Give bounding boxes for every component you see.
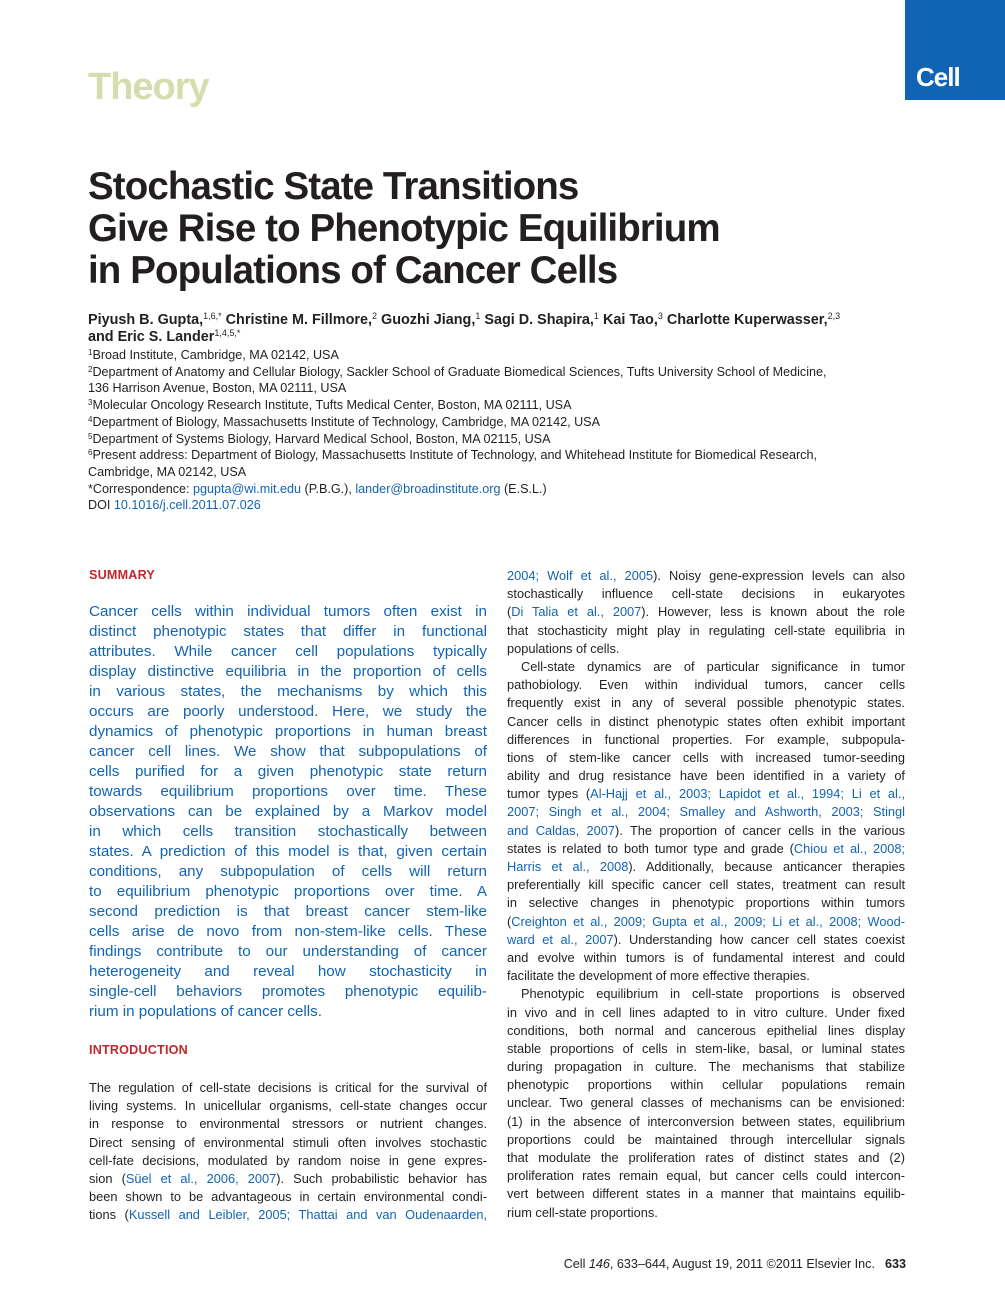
text-line <box>507 622 905 640</box>
citation-link[interactable]: Al-Hajj et al., 2003; Lapidot et al., 1994; Li et al., <box>590 786 905 802</box>
text-segment: populations of cells. <box>507 640 620 656</box>
text-segment: proliferation rates remain equal, but cancer cells could intercon- <box>507 1168 905 1184</box>
text-segment: ). The proportion of cancer cells in the various <box>614 822 905 838</box>
author-name: Charlotte Kuperwasser, <box>666 312 828 328</box>
affiliation-line <box>88 431 908 448</box>
summary-line: findings contribute to our understanding of cancer <box>89 943 487 960</box>
author-line <box>88 329 908 346</box>
summary-line: in which cells transition stochastically between <box>89 823 487 840</box>
text-segment: phenotypic proportions within cellular populations remain <box>507 1077 905 1093</box>
text-line <box>507 1094 905 1112</box>
text-line <box>89 1188 487 1206</box>
text-segment: preferentially kill specific cancer cell states, treatment can result <box>507 877 905 893</box>
title-line: Give Rise to Phenotypic Equilibrium <box>88 207 720 250</box>
summary-line: distinct phenotypic states that differ in functional <box>89 623 487 640</box>
text-line <box>507 967 905 985</box>
text-line <box>507 1113 905 1131</box>
text-segment: differences in functional properties. For example, subpopula- <box>507 731 905 747</box>
affiliation-marker: 3 <box>88 398 93 408</box>
text-line <box>507 731 905 749</box>
journal-logo[interactable] <box>905 0 1005 100</box>
journal-logo-text: Cell <box>916 62 960 92</box>
text-line <box>507 767 905 785</box>
text-line <box>507 749 905 767</box>
text-segment: ). However, less is known about the role <box>641 604 905 620</box>
text-segment: sion ( <box>89 1170 126 1186</box>
text-line <box>89 1152 487 1170</box>
affiliation-line <box>88 364 908 381</box>
affiliation-line <box>88 464 908 481</box>
author-affiliation-marker: 1 <box>475 311 481 321</box>
text-line <box>507 1004 905 1022</box>
text-segment: stable proportions of cells in stem-like, basal, or luminal states <box>507 1040 905 1056</box>
author-list <box>88 312 908 346</box>
author-affiliation-marker: 3 <box>657 311 663 321</box>
affiliation-marker: 1 <box>88 348 93 357</box>
text-segment: states is related to both tumor type and grade ( <box>507 840 794 856</box>
summary-line: attributes. While cancer cell populations typically <box>89 643 487 660</box>
text-segment: ability and drug resistance have been identified in a variety of <box>507 768 905 784</box>
text-segment: unclear. Two general classes of mechanisms can be envisioned: <box>507 1095 905 1111</box>
affiliations <box>88 347 908 514</box>
text-segment: tumor types ( <box>507 786 591 802</box>
affiliation-marker: 2 <box>88 364 93 374</box>
text-line <box>507 785 905 803</box>
text-line <box>507 876 905 894</box>
affiliation-text: Broad Institute, Cambridge, MA 02142, USA <box>92 348 339 362</box>
text-segment: that stochasticity might play in regulating cell-state equilibria in <box>507 622 905 638</box>
summary-line: display distinctive equilibria in the proportion of cells <box>89 663 487 680</box>
text-line <box>507 1204 905 1222</box>
affiliation-text: Department of Anatomy and Cellular Biology, Sackler School of Graduate Biomedical Sciences, Tufts University School of Medicine, <box>92 364 827 379</box>
author-affiliation-marker: 1,6,* <box>203 311 222 321</box>
author-name: Guozhi Jiang, <box>381 312 476 328</box>
text-line <box>507 803 905 821</box>
summary-line: cancer cell lines. We show that subpopulations of <box>89 743 487 760</box>
text-line <box>507 949 905 967</box>
text-line <box>507 1022 905 1040</box>
text-line <box>507 640 905 658</box>
citation-link[interactable]: Kussell and Leibler, 2005; Thattai and van Oudenaarden, <box>128 1207 487 1223</box>
citation-link[interactable]: ward et al., 2007 <box>507 931 614 947</box>
text-line <box>507 913 905 931</box>
summary-line: observations can be explained by a Markov model <box>89 803 487 820</box>
text-line <box>507 858 905 876</box>
text-line <box>507 585 905 603</box>
correspondence-author: (E.S.L.) <box>500 481 547 496</box>
summary-heading: SUMMARY <box>89 568 155 582</box>
text-line <box>507 1058 905 1076</box>
footer-citation: , 633–644, August 19, 2011 ©2011 Elsevier Inc. <box>609 1257 875 1271</box>
summary-line: dynamics of phenotypic proportions in human breast <box>89 723 487 740</box>
author-affiliation-marker: 1 <box>593 311 599 321</box>
text-segment: facilitate the development of more effective therapies. <box>507 968 810 984</box>
affiliation-text: 136 Harrison Avenue, Boston, MA 02111, USA <box>88 381 347 396</box>
page-footer <box>564 1257 906 1271</box>
text-segment: Direct sensing of environmental stimuli often involves stochastic <box>89 1134 487 1150</box>
text-line <box>507 658 905 676</box>
section-label: Theory <box>88 66 209 108</box>
text-segment: ). Noisy gene-expression levels can also <box>653 568 905 583</box>
title-line: in Populations of Cancer Cells <box>88 249 618 292</box>
text-segment: that modulate the proliferation rates of distinct states and (2) <box>507 1150 905 1165</box>
text-line <box>507 603 905 621</box>
text-segment: conditions, both normal and cancerous epithelial lines display <box>507 1022 905 1038</box>
citation-link[interactable]: Süel et al., 2006, 2007 <box>125 1170 277 1186</box>
citation-link[interactable]: Di Talia et al., 2007 <box>511 604 642 620</box>
text-line <box>507 676 905 694</box>
correspondence-email-link[interactable]: lander@broadinstitute.org <box>355 481 501 496</box>
text-segment: tions ( <box>89 1207 129 1223</box>
summary-line: cells purified for a given phenotypic state return <box>89 763 487 780</box>
summary-line: single-cell behaviors promotes phenotypic equilib- <box>89 983 487 1000</box>
text-segment: stochastically influence cell-state decisions in eukaryotes <box>507 586 905 602</box>
summary-line: to equilibrium phenotypic proportions over time. A <box>89 883 487 900</box>
text-segment: proportions could be maintained through intercellular signals <box>507 1131 905 1147</box>
text-line <box>89 1115 487 1133</box>
citation-link[interactable]: 2007; Singh et al., 2004; Smalley and Ashworth, 2003; Stingl <box>507 804 905 820</box>
affiliation-text: Present address: Department of Biology, Massachusetts Institute of Technology, and Whitehead Institute for Biomedical Research, <box>92 448 817 463</box>
affiliation-text: Department of Biology, Massachusetts Institute of Technology, Cambridge, MA 02142, USA <box>92 414 600 429</box>
doi-link[interactable]: 10.1016/j.cell.2011.07.026 <box>113 498 261 513</box>
text-segment: ( <box>507 913 512 929</box>
citation-link[interactable]: 2004; Wolf et al., 2005 <box>507 568 654 583</box>
text-line <box>507 713 905 731</box>
author-name: and Eric S. Lander <box>88 329 215 345</box>
citation-link[interactable]: Chiou et al., 2008; <box>793 840 905 856</box>
text-segment: The regulation of cell-state decisions is critical for the survival of <box>89 1080 487 1095</box>
text-line <box>89 1079 487 1097</box>
correspondence-line <box>88 481 908 498</box>
author-affiliation-marker: 1,4,5,* <box>214 328 241 338</box>
correspondence-email-link[interactable]: pgupta@wi.mit.edu <box>193 481 302 496</box>
summary-line: states. A prediction of this model is that, given certain <box>89 843 487 860</box>
text-line <box>507 1076 905 1094</box>
author-name: Christine M. Fillmore, <box>225 312 372 328</box>
affiliation-text: Cambridge, MA 02142, USA <box>88 464 247 479</box>
citation-link[interactable]: Harris et al., 2008 <box>507 859 629 874</box>
affiliation-marker: 4 <box>88 414 93 424</box>
text-segment: Phenotypic equilibrium in cell-state proportions is observed <box>521 986 905 1002</box>
text-line <box>507 694 905 712</box>
doi-label: DOI <box>88 498 114 513</box>
text-segment: in selective changes in phenotypic proportions within tumors <box>507 895 905 911</box>
summary-line: heterogeneity and reveal how stochasticity in <box>89 963 487 980</box>
text-segment: ). Such probabilistic behavior has <box>276 1170 488 1186</box>
text-segment: during propagation in culture. The mechanisms that stabilize <box>507 1059 905 1075</box>
affiliation-text: Department of Systems Biology, Harvard Medical School, Boston, MA 02115, USA <box>92 431 551 446</box>
text-line <box>507 985 905 1003</box>
text-segment: frequently exist in any of several possible phenotypic states. <box>507 695 905 711</box>
text-segment: in vivo and in cell lines adapted to in vitro culture. Under fixed <box>507 1004 905 1020</box>
article-title <box>88 166 888 292</box>
introduction-heading: INTRODUCTION <box>89 1043 188 1057</box>
title-line: Stochastic State Transitions <box>88 165 579 208</box>
correspondence-label: *Correspondence: <box>88 481 194 496</box>
affiliation-line <box>88 380 908 397</box>
citation-link[interactable]: Creighton et al., 2009; Gupta et al., 2009; Li et al., 2008; Wood- <box>511 913 905 929</box>
text-line <box>507 1167 905 1185</box>
affiliation-line <box>88 347 908 364</box>
introduction-text-left <box>89 1079 487 1225</box>
summary-line: towards equilibrium proportions over time. These <box>89 783 487 800</box>
author-name: Sagi D. Shapira, <box>484 312 594 328</box>
text-line <box>507 931 905 949</box>
affiliation-line <box>88 414 908 431</box>
text-segment: ). Additionally, because anticancer therapies <box>628 859 905 874</box>
footer-journal: Cell <box>563 1257 589 1271</box>
summary-line: conditions, any subpopulation of cells will return <box>89 863 487 880</box>
text-segment: and evolve within tumors is of fundamental interest and could <box>507 949 905 965</box>
author-affiliation-marker: 2 <box>371 311 377 321</box>
summary-line: occurs are poorly understood. Here, we study the <box>89 703 487 720</box>
text-line <box>89 1134 487 1152</box>
affiliation-marker: 6 <box>88 448 93 458</box>
text-segment: rium cell-state proportions. <box>507 1204 658 1220</box>
author-name: Kai Tao, <box>602 312 658 328</box>
footer-volume: 146 <box>588 1257 610 1271</box>
text-line <box>507 567 905 585</box>
text-line <box>507 1131 905 1149</box>
summary-text <box>89 602 487 1022</box>
author-line <box>88 312 908 329</box>
text-segment: been shown to be advantageous in certain environmental condi- <box>89 1189 487 1205</box>
page-number: 633 <box>884 1257 906 1271</box>
summary-line: second prediction is that breast cancer stem-like <box>89 903 487 920</box>
text-segment: living systems. In unicellular organisms, cell-state changes occur <box>89 1098 487 1114</box>
text-segment: tions of stem-like cancer cells with increased tumor-seeding <box>507 749 905 765</box>
text-line <box>507 894 905 912</box>
affiliation-text: Molecular Oncology Research Institute, Tufts Medical Center, Boston, MA 02111, USA <box>92 398 572 413</box>
summary-line: Cancer cells within individual tumors often exist in <box>89 603 487 620</box>
text-line <box>507 1040 905 1058</box>
text-line <box>89 1170 487 1188</box>
text-segment: in response to environmental stressors or nutrient changes. <box>89 1116 487 1132</box>
text-line <box>507 822 905 840</box>
text-segment: vert between different states in a manner that maintains equilib- <box>507 1186 905 1202</box>
text-segment: (1) in the absence of interconversion between states, equilibrium <box>507 1113 905 1129</box>
author-name: Piyush B. Gupta, <box>88 312 204 328</box>
text-segment: ). Understanding how cancer cell states coexist <box>613 931 905 947</box>
correspondence-author: (P.B.G.), <box>301 481 356 496</box>
affiliation-marker: 5 <box>88 431 93 441</box>
text-segment: cell-fate decisions, modulated by random noise in gene expres- <box>89 1152 487 1168</box>
text-line <box>89 1206 487 1224</box>
text-segment: Cancer cells in distinct phenotypic states often exhibit important <box>507 713 905 729</box>
text-segment: pathobiology. Even within individual tumors, cancer cells <box>507 677 905 693</box>
text-line <box>89 1097 487 1115</box>
text-line <box>507 1185 905 1203</box>
summary-line: rium in populations of cancer cells. <box>89 1003 322 1020</box>
text-segment: ( <box>507 604 512 620</box>
doi-line <box>88 497 908 514</box>
introduction-text-right <box>507 567 905 1222</box>
text-line <box>507 1149 905 1167</box>
text-segment: Cell-state dynamics are of particular significance in tumor <box>521 658 905 674</box>
summary-line: cells arise de novo from non-stem-like cells. These <box>89 923 487 940</box>
affiliation-line <box>88 397 908 414</box>
summary-line: in various states, the mechanisms by which this <box>89 683 487 700</box>
citation-link[interactable]: and Caldas, 2007 <box>507 822 615 838</box>
affiliation-line <box>88 447 908 464</box>
author-affiliation-marker: 2,3 <box>827 311 841 321</box>
text-line <box>507 840 905 858</box>
